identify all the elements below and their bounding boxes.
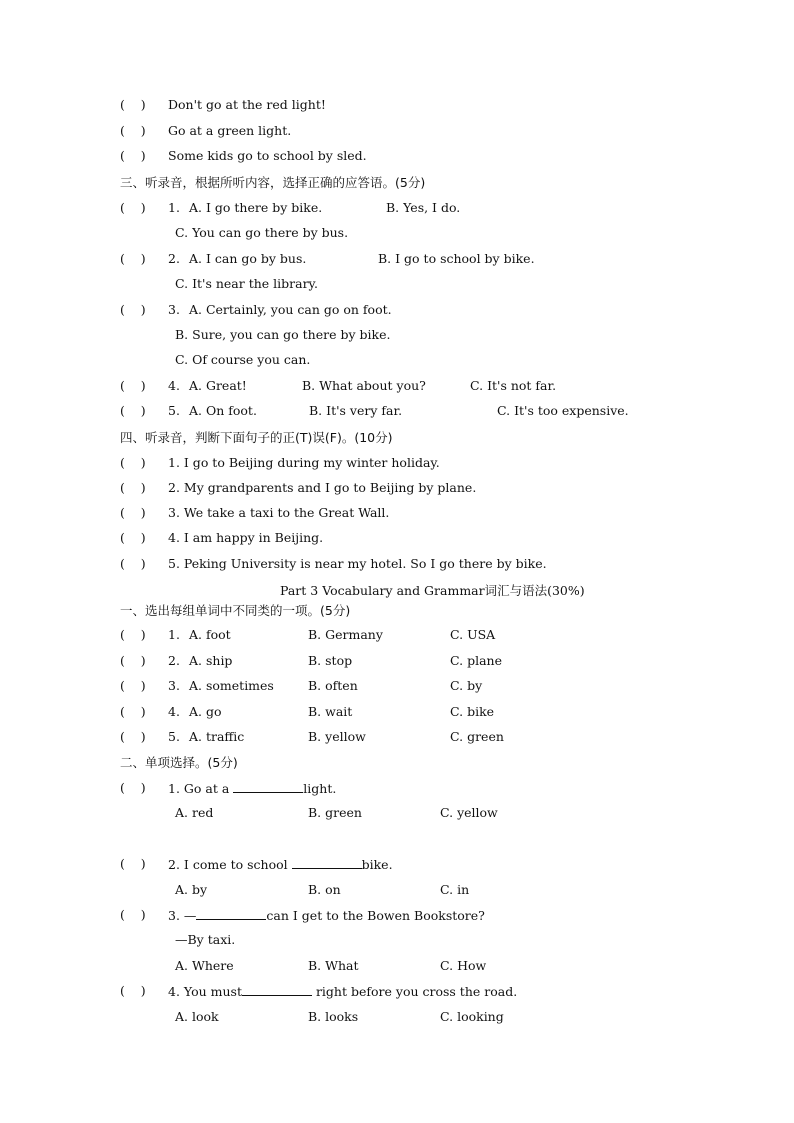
part3-section-2-title: 二、单项选择。(5分)	[120, 755, 238, 770]
answer-bracket[interactable]: ( )	[120, 678, 146, 693]
statement: 2. My grandparents and I go to Beijing by plane.	[168, 480, 477, 495]
section-3-title: 三、听录音，根据所听内容，选择正确的应答语。(5分)	[120, 175, 426, 190]
answer-bracket[interactable]: ( )	[120, 403, 146, 418]
option-a: A. by	[175, 882, 208, 897]
option-b: B. stop	[308, 653, 353, 668]
option-b: B. Sure, you can go there by bike.	[175, 327, 391, 342]
question-stem	[168, 780, 336, 796]
statement: 1. I go to Beijing during my winter holiday.	[168, 455, 440, 470]
option-a: A. look	[175, 1009, 219, 1024]
answer-bracket[interactable]: ( )	[120, 251, 146, 266]
option-c: C. bike	[450, 704, 495, 719]
answer-bracket[interactable]: ( )	[120, 200, 146, 215]
stem-before-blank: You must	[183, 984, 242, 999]
answer-bracket[interactable]: ( )	[120, 704, 146, 719]
fill-blank[interactable]	[292, 856, 362, 869]
statement: 5. Peking University is near my hotel. So I go there by bike.	[168, 556, 547, 571]
question-number: 4.	[168, 378, 180, 393]
stem-after-blank: light.	[303, 781, 337, 796]
stem-before-blank: —	[183, 908, 197, 923]
answer-bracket[interactable]: ( )	[120, 653, 146, 668]
option-a: A. traffic	[189, 729, 245, 744]
option-a: A. go	[189, 704, 222, 719]
option-b: B. What	[308, 958, 359, 973]
question-stem	[168, 907, 485, 923]
option-c: C. yellow	[440, 805, 498, 820]
question-stem	[168, 856, 393, 872]
question-number: 2.	[168, 251, 180, 266]
answer-bracket[interactable]: ( )	[120, 302, 146, 317]
dialogue-answer: —By taxi.	[175, 932, 236, 947]
stem-after-blank: right before you cross the road.	[311, 984, 518, 999]
answer-bracket[interactable]: ( )	[120, 729, 146, 744]
option-c: C. It's near the library.	[175, 276, 318, 291]
answer-bracket[interactable]: ( )	[120, 856, 146, 871]
stem-before-blank: I come to school	[183, 857, 292, 872]
option-b: B. wait	[308, 704, 353, 719]
option-b: B. I go to school by bike.	[378, 251, 535, 266]
option-c: C. green	[450, 729, 504, 744]
answer-bracket[interactable]: ( )	[120, 505, 146, 520]
fill-blank[interactable]	[196, 907, 266, 920]
question-number: 3.	[168, 908, 180, 923]
option-b: B. on	[308, 882, 341, 897]
option-b: B. What about you?	[302, 378, 426, 393]
option-c: C. looking	[440, 1009, 504, 1024]
option-b: B. often	[308, 678, 358, 693]
part3-section-1-title: 一、选出每组单词中不同类的一项。(5分)	[120, 603, 351, 618]
option-a: A. sometimes	[189, 678, 274, 693]
option-a: A. On foot.	[189, 403, 257, 418]
question-number: 2.	[168, 653, 180, 668]
answer-bracket[interactable]: ( )	[120, 556, 146, 571]
statement: 3. We take a taxi to the Great Wall.	[168, 505, 390, 520]
answer-bracket[interactable]: ( )	[120, 780, 146, 795]
option-c: C. in	[440, 882, 470, 897]
statement: 4. I am happy in Beijing.	[168, 530, 324, 545]
question-number: 4.	[168, 984, 180, 999]
option-b: B. It's very far.	[309, 403, 403, 418]
question-number: 3.	[168, 678, 180, 693]
question-number: 5.	[168, 403, 180, 418]
answer-bracket[interactable]: ( )	[120, 148, 146, 163]
answer-bracket[interactable]: ( )	[120, 983, 146, 998]
option-c: C. It's not far.	[470, 378, 557, 393]
section-4-title: 四、听录音，判断下面句子的正(T)误(F)。(10分)	[120, 430, 393, 445]
answer-bracket[interactable]: ( )	[120, 123, 146, 138]
option-a: A. foot	[189, 627, 231, 642]
stem-after-blank: can I get to the Bowen Bookstore?	[266, 908, 485, 923]
question-number: 1.	[168, 200, 180, 215]
option-c: C. It's too expensive.	[497, 403, 629, 418]
question-number: 5.	[168, 729, 180, 744]
question-number: 1.	[168, 781, 180, 796]
stem-after-blank: bike.	[361, 857, 393, 872]
option-a: A. Where	[175, 958, 234, 973]
answer-bracket[interactable]: ( )	[120, 480, 146, 495]
answer-bracket[interactable]: ( )	[120, 97, 146, 112]
stem-before-blank: Go at a	[183, 781, 234, 796]
answer-bracket[interactable]: ( )	[120, 627, 146, 642]
option-c: C. by	[450, 678, 483, 693]
option-c: C. You can go there by bus.	[175, 225, 349, 240]
answer-bracket[interactable]: ( )	[120, 378, 146, 393]
option-a: A. ship	[189, 653, 233, 668]
question-number: 1.	[168, 627, 180, 642]
option-c: C. Of course you can.	[175, 352, 311, 367]
statement: Go at a green light.	[168, 123, 292, 138]
answer-bracket[interactable]: ( )	[120, 530, 146, 545]
option-b: B. Germany	[308, 627, 383, 642]
option-a: A. I go there by bike.	[189, 200, 323, 215]
option-c: C. plane	[450, 653, 502, 668]
option-c: C. USA	[450, 627, 496, 642]
part-3-title: Part 3 Vocabulary and Grammar词汇与语法(30%)	[280, 583, 585, 598]
option-b: B. yellow	[308, 729, 366, 744]
fill-blank[interactable]	[233, 780, 303, 793]
statement: Don't go at the red light!	[168, 97, 326, 112]
option-a: A. I can go by bus.	[189, 251, 307, 266]
option-a: A. Great!	[189, 378, 247, 393]
statement: Some kids go to school by sled.	[168, 148, 367, 163]
question-number: 4.	[168, 704, 180, 719]
option-b: B. looks	[308, 1009, 359, 1024]
question-number: 3.	[168, 302, 180, 317]
option-a: A. Certainly, you can go on foot.	[189, 302, 392, 317]
option-a: A. red	[175, 805, 214, 820]
answer-bracket[interactable]: ( )	[120, 455, 146, 470]
fill-blank[interactable]	[242, 983, 312, 996]
option-b: B. green	[308, 805, 362, 820]
option-b: B. Yes, I do.	[386, 200, 461, 215]
question-stem	[168, 983, 517, 999]
question-number: 2.	[168, 857, 180, 872]
option-c: C. How	[440, 958, 487, 973]
answer-bracket[interactable]: ( )	[120, 907, 146, 922]
